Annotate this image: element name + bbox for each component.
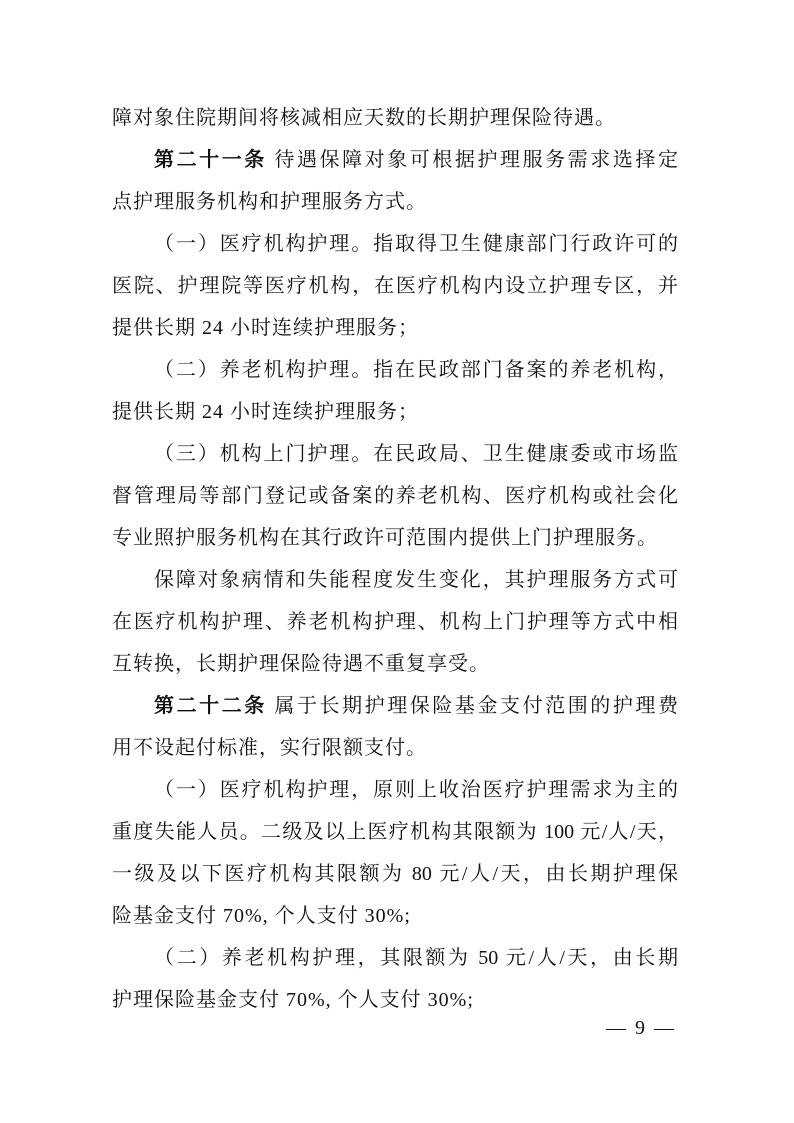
text-line: [112, 181, 678, 223]
text-line: [112, 97, 678, 139]
line-text: （二）养老机构护理，其限额为 50 元/人/天，由长期: [154, 947, 678, 969]
text-line: [112, 475, 678, 517]
text-line: [112, 223, 678, 265]
document-body: [112, 97, 678, 1021]
line-text: （一）医疗机构护理。指取得卫生健康部门行政许可的: [154, 233, 678, 255]
text-line: [112, 979, 678, 1021]
line-text: 一级及以下医疗机构其限额为 80 元/人/天，由长期护理保: [112, 863, 678, 885]
text-line: [112, 643, 678, 685]
line-text: 重度失能人员。二级及以上医疗机构其限额为 100 元/人/天，: [112, 821, 678, 843]
text-line: [112, 307, 678, 349]
article-number: 第二十二条: [154, 695, 267, 717]
line-text: 险基金支付 70%, 个人支付 30%;: [112, 905, 411, 927]
line-text: 在医疗机构护理、养老机构护理、机构上门护理等方式中相: [112, 611, 678, 633]
line-text: 专业照护服务机构在其行政许可范围内提供上门护理服务。: [112, 527, 658, 549]
text-line: [112, 391, 678, 433]
line-text: （一）医疗机构护理，原则上收治医疗护理需求为主的: [154, 779, 678, 801]
text-line: [112, 811, 678, 853]
text-line: [112, 559, 678, 601]
text-line: [112, 727, 678, 769]
text-line: [112, 937, 678, 979]
line-text: 保障对象病情和失能程度发生变化，其护理服务方式可: [154, 569, 678, 591]
text-line: [112, 685, 678, 727]
text-line: [112, 517, 678, 559]
article-number: 第二十一条: [154, 149, 267, 171]
text-line: [112, 895, 678, 937]
line-text: 互转换，长期护理保险待遇不重复享受。: [112, 653, 490, 675]
line-text: 督管理局等部门登记或备案的养老机构、医疗机构或社会化: [112, 485, 678, 507]
line-text: 提供长期 24 小时连续护理服务；: [112, 401, 419, 423]
text-line: [112, 265, 678, 307]
line-text: 属于长期护理保险基金支付范围的护理费: [266, 695, 679, 717]
line-text: 提供长期 24 小时连续护理服务；: [112, 317, 419, 339]
line-text: 待遇保障对象可根据护理服务需求选择定: [266, 149, 679, 171]
text-line: [112, 853, 678, 895]
text-line: [112, 349, 678, 391]
page-number: — 9 —: [606, 1017, 676, 1039]
line-text: （二）养老机构护理。指在民政部门备案的养老机构，: [154, 359, 678, 381]
text-line: [112, 139, 678, 181]
line-text: 用不设起付标准，实行限额支付。: [112, 737, 427, 759]
line-text: 点护理服务机构和护理服务方式。: [112, 191, 427, 213]
line-text: 医院、护理院等医疗机构，在医疗机构内设立护理专区，并: [112, 275, 678, 297]
line-text: （三）机构上门护理。在民政局、卫生健康委或市场监: [154, 443, 678, 465]
text-line: [112, 601, 678, 643]
line-text: 障对象住院期间将核减相应天数的长期护理保险待遇。: [112, 107, 616, 129]
line-text: 护理保险基金支付 70%, 个人支付 30%;: [112, 989, 474, 1011]
text-line: [112, 769, 678, 811]
text-line: [112, 433, 678, 475]
